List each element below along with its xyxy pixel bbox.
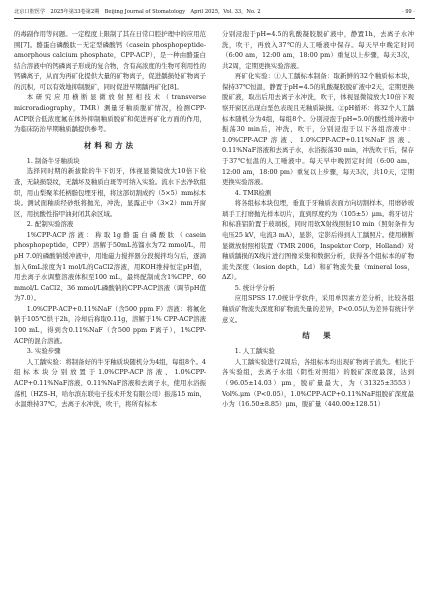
page-number: · 99 ·	[401, 9, 415, 15]
statistics-paragraph: 应用SPSS 17.0统计学软件，采用单因素方差分析，比较各组釉质矿物流失深度和矿物流失量的差异，P<0.05认为差异有统计学意义。	[222, 294, 414, 324]
journal-info: 北京口腔医学 2025年第33卷第2期 Beijing Journal of Stomatology April 2025，Vol. 33，No. 2	[14, 9, 261, 15]
subheading-solutions: 2. 配制实验溶液	[26, 220, 74, 229]
left-column	[14, 29, 206, 591]
enamel-blocks-paragraph: 选择同时期的新拔除的牛下切牙，体视显微镜放大10倍下检查，无缺损裂纹，无龋坏及釉质白斑等可纳入实验。流水下去净软组织，用山梨聚苯托柄脂包埋牙根，将这部切割成约（5×5）mm标本块。测试面釉质经砂纸将抛光，冲洗，显露正中（3×2）mm开窗区，用抗酸性指甲油封闭其余区域。	[14, 167, 206, 218]
caries-experiment-paragraph: 人工龋实验：将制备好的牛牙釉质块随机分为4组，每组8个。4组标本块分别放置于1.0%CPP-ACP溶液、1.0%CPP-ACP+0.11%NaF溶液、0.11%NaF溶液和去离子水，使用水浴振荡机（HZS-H，哈尔滨东联电子技术开发有限公司）振荡15 min，水温维持37℃，去离子水冲洗，吹干，将所有标本	[14, 357, 206, 409]
subheading-statistics: 5. 统计学分析	[234, 283, 275, 292]
subheading-enamel-blocks: 1. 制备牛牙釉质块	[26, 156, 80, 165]
cpp-acp-naf-solution-paragraph: 1.0%CPP-ACP+0.11%NaF（含500 ppm F）溶液：将氟化钠于105℃烘干2h，冷却后称取0.11g，溶解于1% CPP-ACP溶液100 mL，得到含0.11%NaF（含500 ppm F离子），1%CPP-ACP的混合溶液。	[14, 304, 206, 345]
caries-experiment-continued: 分别浸泡于pH=4.5的乳酸凝胶脱矿液中，静置1h，去离子水冲洗，吹干，再放入37℃的人工唾液中保存。每天早中晚定时同（6:00 am，12:00 am，18:00 pm）重复以上步骤，每天3次，共2周，定期更换实验溶液。	[222, 30, 414, 70]
caries-results-paragraph: 人工龋实验进行2周后，各组标本均出现矿物离子流失。相比于各实验组，去离子水组（阴性对照组）的脱矿深度最深，达到（96.05±14.03）μm，脱矿量最大，为（31325±3553）Vol%.μm（P<0.05），1.0%CPP-ACP+0.11%NaF组脱矿深度最小为（16.50±8.85）μm，脱矿量（440.00±128.51）	[222, 357, 414, 409]
tmr-paragraph: 将各组标本块包埋，垂直于牙釉质表面方向切割样本，用磨砂玻璃手工打磨抛光样本切片，直到厚度约为（105±5）μm。将牙切片和标准铝阶置于玻璃板，同时用软X射线照射10 min（照射条件为电压25 kV，电流3 mA），显影，定影后得到人工龋照片。使用横断显微放射照相装置（TMR 2006，Inspektor Corp，Holland）对釉质龋损的X线片进行图像采集和数据分析，获得各个组标本的矿物流失深度（lesion depth，Ld）和矿物流失量（mineral loss，ΔZ）。	[222, 199, 414, 282]
intro-paragraph-1: 的毒副作用等问题。一定程度上限制了其在日常口腔护理中的应用范围[7]。酪蛋白磷酸肽－无定型磷酸钙（casein phosphopeptide-amorphous calcium phosphate，CPP-ACP），是一种由酪蛋白结合溶液中的钙磷离子形成的复合物，含有高浓度的生物可利用性的钙磷离子，从而为再矿化提供大量的矿物离子，促进龋损处矿物离子的沉积，可以有效地抑制脱矿，同时促进早期龋再矿化[8]。	[14, 30, 206, 91]
subheading-caries-results: 1. 人工龋实验	[234, 347, 275, 356]
running-header	[14, 6, 415, 19]
methods-section-title: 材料和方法	[84, 140, 136, 150]
intro-paragraph-2: 本研究应用横断显微放射照相技术（transverse microradiography，TMR）测量牙釉质脱矿情况，检测CPP-ACP联合低浓度氟在体外抑制釉质脱矿和促进再矿化方面的作用，为临床防治早期釉质龋提供参考。	[14, 93, 206, 134]
remineralization-paragraph: 再矿化实验：①人工龋标本制备：取新鲜的32个釉质标本块，保持37℃恒温，静置于pH=4.5的乳酸凝胶脱矿液中2天，定期更换脱矿液，取出后用去离子水冲洗，吹干，体视显微镜放大10倍下观察开窗区出现白垩色表现且无釉质缺损。②pH循环：将32个人工龋标本随机分为4组，每组8个。分别浸泡于pH=5.0的酸性缓冲液中振荡30 min后，冲洗，吹干，分别浸泡于以下各组溶液中：1.0%CPP-ACP溶液、1.0%CPP-ACP+0.11%NaF溶液、0.11%NaF溶液和去离子水，水浴振荡30 min，冲洗吹干后，保存于37℃恒温的人工唾液中。每天早中晚固定时间（6:00 am，12:00 am，18:00 pm）重复以上步骤，每天3次，共10天，定期更换实验溶液。	[222, 72, 414, 187]
results-section-title: 结 果	[302, 331, 334, 341]
subheading-tmr: 4. TMR检测	[234, 188, 272, 197]
cpp-acp-solution-paragraph: 1%CPP-ACP溶液：称取1g酪蛋白磷酸肽（casein phosphopeptide，CPP）溶解于50mL蒸馏水为72 mmol/L，用pH 7.0的磷酸钠缓冲液中，用地磁力搅拌器分段搅拌均匀后，逐滴加入6mL浓度为1 mol/L的CaCl2溶液，用KOH维持恒定pH值，用去离子水调整溶液体积至100 mL，最终配制成含1%CPP、60 mmol/L CaCl2、36 mmol/L磷酸钠的CPP-ACP溶液（调节pH值为7.0）。	[14, 230, 206, 303]
subheading-procedure: 3. 实验步骤	[26, 347, 61, 356]
right-column	[222, 29, 414, 591]
